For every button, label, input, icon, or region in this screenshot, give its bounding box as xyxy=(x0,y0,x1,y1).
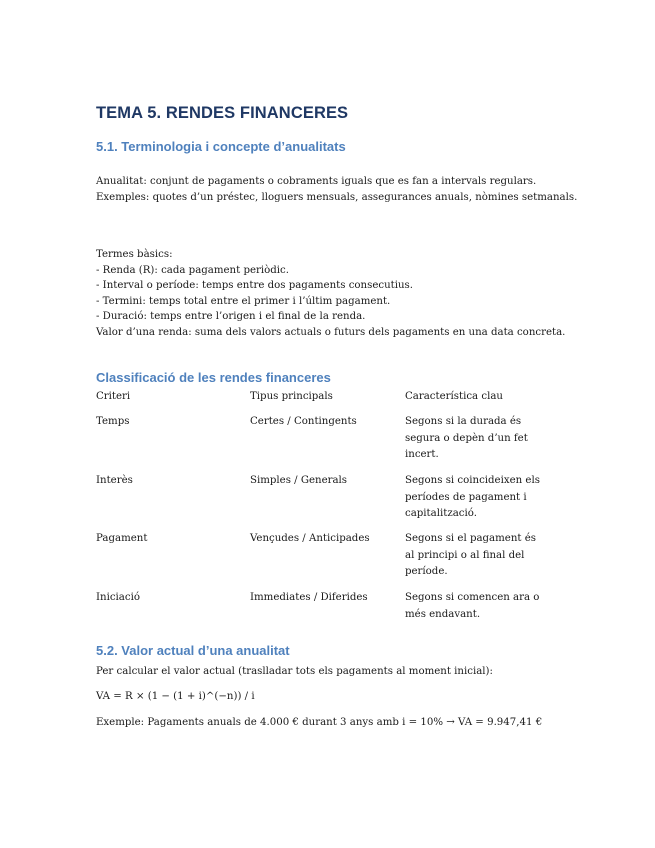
table-cell-tipus: Certes / Contingents xyxy=(250,416,357,427)
section-heading-present-value: 5.2. Valor actual d’una anualitat xyxy=(96,643,290,658)
table-header-clau: Característica clau xyxy=(405,391,503,402)
table-cell-tipus: Simples / Generals xyxy=(250,475,348,486)
example-text: Exemple: Pagaments anuals de 4.000 € durant 3 anys amb i = 10% → VA = 9.947,41 € xyxy=(96,717,543,728)
term-item: - Termini: temps total entre el primer i l’últim pagament. xyxy=(96,295,391,307)
term-item: - Duració: temps entre l’origen i el final de la renda. xyxy=(96,311,366,322)
examples-text: Exemples: quotes d’un préstec, lloguers mensuals, assegurances anuals, nòmines setmanals. xyxy=(96,191,578,203)
term-item: - Interval o període: temps entre dos pagaments consecutius. xyxy=(96,280,414,291)
table-cell-criteri: Temps xyxy=(96,416,130,427)
terms-heading: Termes bàsics: xyxy=(96,249,173,260)
table-header-tipus: Tipus principals xyxy=(250,391,333,402)
table-cell-criteri: Pagament xyxy=(96,533,148,544)
table-cell-clau: Segons si la durada és segura o depèn d’un fet incert. xyxy=(405,416,528,460)
intro-text: Per calcular el valor actual (traslladar tots els pagaments al moment inicial): xyxy=(96,666,493,677)
table-cell-criteri: Iniciació xyxy=(96,592,140,603)
section-heading-terminology: 5.1. Terminologia i concepte d’anualitats xyxy=(96,139,346,154)
table-cell-criteri: Interès xyxy=(96,475,133,486)
definition-text: Anualitat: conjunt de pagaments o cobraments iguals que es fan a intervals regulars. xyxy=(96,176,537,187)
table-cell-clau: Segons si el pagament és al principi o al final del període. xyxy=(405,533,536,577)
term-item: - Renda (R): cada pagament periòdic. xyxy=(96,264,289,276)
table-cell-tipus: Vençudes / Anticipades xyxy=(250,533,370,544)
table-cell-clau: Segons si coincideixen els períodes de pagament i capitalització. xyxy=(405,475,540,519)
table-header-criteri: Criteri xyxy=(96,391,131,402)
table-cell-clau: Segons si comencen ara o més endavant. xyxy=(405,592,540,620)
classification-heading: Classificació de les rendes financeres xyxy=(96,370,331,385)
table-cell-tipus: Immediates / Diferides xyxy=(250,592,368,603)
formula-text: VA = R × (1 − (1 + i)^(−n)) / i xyxy=(96,691,255,702)
page-title: TEMA 5. RENDES FINANCERES xyxy=(96,104,349,122)
value-definition-text: Valor d’una renda: suma dels valors actuals o futurs dels pagaments en una data concreta. xyxy=(96,326,566,338)
